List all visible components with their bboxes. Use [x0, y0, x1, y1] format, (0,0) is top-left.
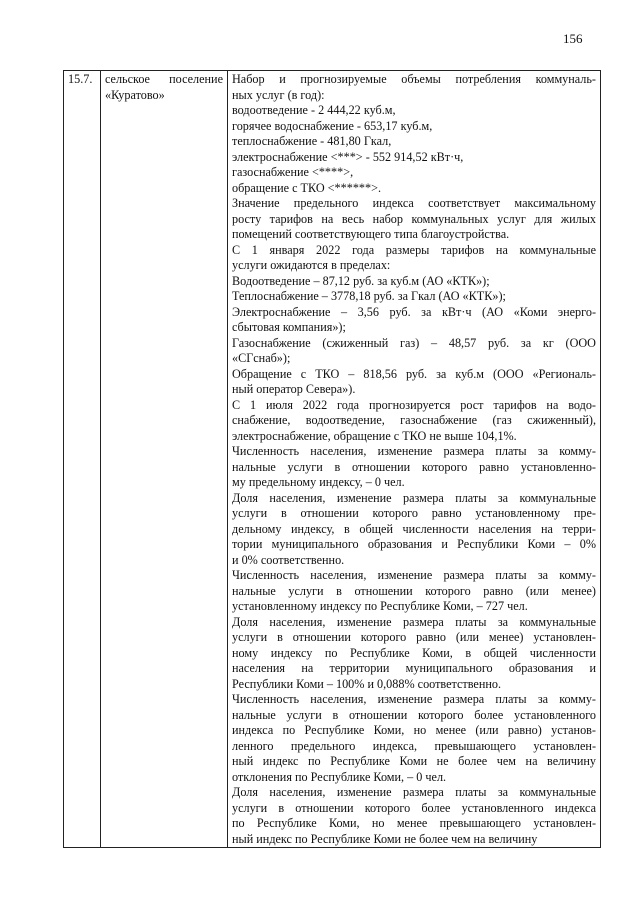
text-line: электроснабжение, обращение с ТКО не выше 104,1%. — [232, 428, 517, 443]
text-line: ный индекс по Республике Коми не более чем на величину — [232, 831, 538, 846]
text-line: ный индекс по Республике Коми не более чем на величину — [232, 754, 596, 768]
text-line: Значение предельного индекса соответствует максимальному — [232, 196, 596, 210]
text-line: отклонения по Республике Коми, – 0 чел. — [232, 769, 447, 784]
text-line: индекса по Республике Коми, но менее (или равно) установ- — [232, 723, 596, 737]
description-text — [232, 72, 596, 847]
page-number: 156 — [563, 31, 583, 46]
settlement-name-line-1: сельское поселение — [105, 72, 223, 86]
text-line: Доля населения, изменение размера платы за коммунальные — [232, 614, 596, 629]
text-line: услуги в отношении которого равно (или менее) установлен- — [232, 630, 596, 644]
text-line: по Республике Коми, но менее превышающего установлен- — [232, 816, 596, 830]
text-line: Обращение с ТКО – 818,56 руб. за куб.м (ООО «Региональ- — [232, 366, 596, 381]
text-line: помещений соответствующего типа благоустройства. — [232, 227, 510, 241]
text-line: электроснабжение <***> - 552 914,52 кВт·ч, — [232, 149, 464, 164]
text-line: ный оператор Севера»). — [232, 382, 356, 396]
row-number-cell — [64, 71, 101, 848]
text-line: снабжение, водоотведение, газоснабжение (газ сжиженный), — [232, 413, 596, 427]
text-line: С 1 июля 2022 года прогнозируется рост тарифов на водо- — [232, 397, 596, 412]
text-line: ному индексу по Республике Коми, в общей численности — [232, 645, 596, 660]
settlement-name — [105, 72, 223, 103]
text-line: услуги в отношении которого более установленного индекса — [232, 800, 596, 815]
table-row — [64, 71, 601, 848]
row-number: 15.7. — [68, 72, 93, 86]
text-line: и 0% соответственно. — [232, 552, 345, 567]
text-line: му предельному индексу, – 0 чел. — [232, 475, 405, 489]
text-line: водоотведение - 2 444,22 куб.м, — [232, 103, 396, 117]
text-line: нальные услуги в отношении которого более установленного — [232, 707, 596, 722]
text-line: услуги ожидаются в пределах: — [232, 258, 391, 272]
text-line: газоснабжение <****>, — [232, 165, 354, 179]
text-line: Доля населения, изменение размера платы за коммунальные — [232, 785, 596, 799]
text-line: Теплоснабжение – 3778,18 руб. за Гкал (АО «КТК»); — [232, 289, 506, 303]
text-line: Численность населения, изменение размера платы за комму- — [232, 568, 596, 582]
text-line: горячее водоснабжение - 653,17 куб.м, — [232, 118, 433, 133]
text-line: Набор и прогнозируемые объемы потребления коммуналь- — [232, 72, 596, 86]
text-line: населения на территории муниципального образования и — [232, 661, 596, 675]
text-line: «СГснаб»); — [232, 351, 291, 365]
text-line: росту тарифов на весь набор коммунальных услуг для жилых — [232, 211, 596, 226]
text-line: Численность населения, изменение размера платы за комму- — [232, 444, 596, 458]
text-line: дельному индексу, в общей численности населения на терри- — [232, 521, 596, 536]
text-line: нальные услуги в отношении которого равно (или менее) — [232, 583, 596, 598]
text-line: Электроснабжение – 3,56 руб. за кВт·ч (АО «Коми энерго- — [232, 304, 596, 319]
text-line: услуги в отношении которого равно установленному пре- — [232, 506, 596, 520]
text-line: Газоснабжение (сжиженный газ) – 48,57 руб. за кг (ООО — [232, 335, 596, 350]
text-line: С 1 января 2022 года размеры тарифов на коммунальные — [232, 242, 596, 257]
document-table — [63, 70, 601, 848]
settlement-name-line-2: «Куратово» — [105, 87, 165, 102]
text-line: теплоснабжение - 481,80 Гкал, — [232, 134, 392, 148]
text-line: Доля населения, изменение размера платы за коммунальные — [232, 490, 596, 505]
text-line: ленного предельного индекса, превышающего установлен- — [232, 738, 596, 753]
text-line: обращение с ТКО <******>. — [232, 180, 382, 195]
text-line: Республики Коми – 100% и 0,088% соответственно. — [232, 676, 502, 691]
text-line: ных услуг (в год): — [232, 87, 325, 102]
text-line: Численность населения, изменение размера платы за комму- — [232, 692, 596, 706]
text-line: нальные услуги в отношении которого равно установленно- — [232, 459, 596, 474]
settlement-cell — [101, 71, 228, 848]
text-line: тории муниципального образования и Республики Коми – 0% — [232, 537, 596, 551]
description-cell — [228, 71, 601, 848]
text-line: установленному индексу по Республике Коми, – 727 чел. — [232, 599, 528, 613]
text-line: Водоотведение – 87,12 руб. за куб.м (АО «КТК»); — [232, 273, 490, 288]
text-line: сбытовая компания»); — [232, 320, 346, 334]
